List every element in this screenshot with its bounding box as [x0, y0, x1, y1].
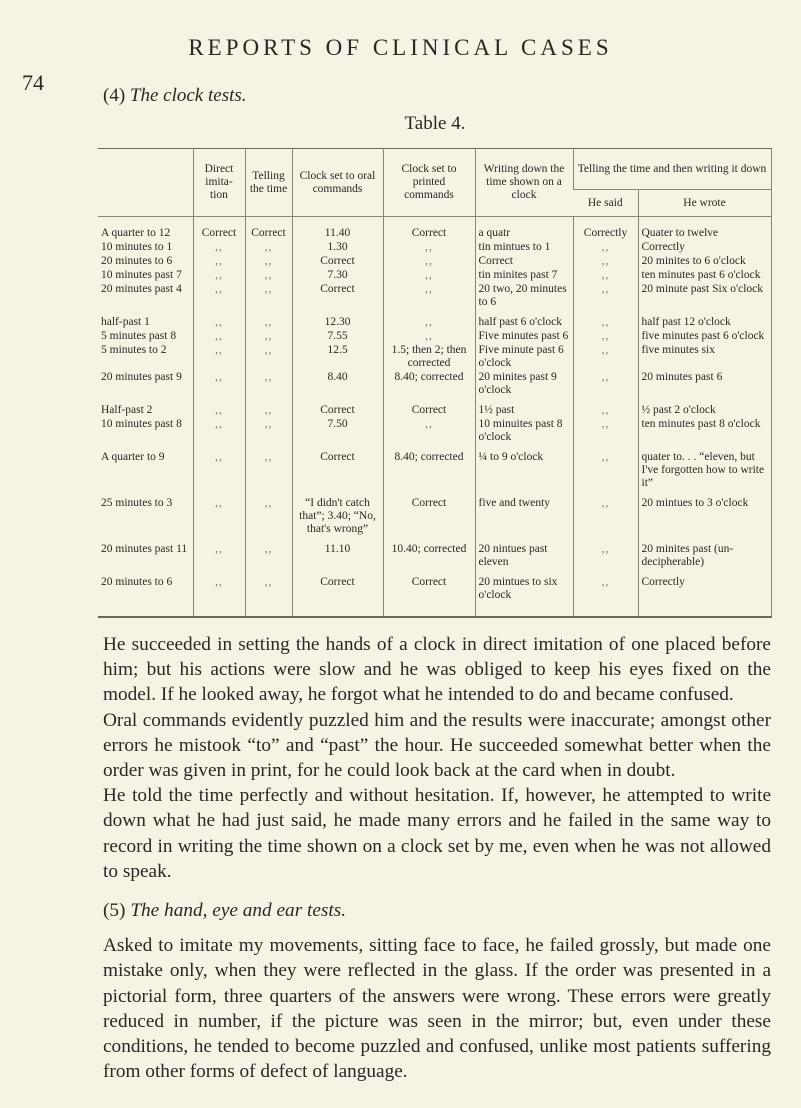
table-cell: Correct — [383, 398, 475, 418]
table-cell: half past 12 o'clock — [638, 310, 771, 330]
table-cell: ,, — [193, 371, 245, 398]
table-cell: 20 two, 20 minutes to 6 — [475, 283, 573, 310]
table-cell: 1½ past — [475, 398, 573, 418]
table-cell: ,, — [193, 283, 245, 310]
table-body — [98, 217, 771, 618]
table-cell: ,, — [573, 269, 638, 283]
table-cell: ,, — [245, 418, 292, 445]
header-telling-time: Telling the time — [245, 149, 292, 217]
table-cell: ,, — [573, 241, 638, 255]
table-cell: ,, — [245, 398, 292, 418]
paragraph: He succeeded in setting the hands of a clock in direct imitation of one placed before him; but his actions were slow and he was obliged to keep his eyes fixed on the model. If he looked away, he forgot what he intended to do and became confused. — [103, 634, 771, 706]
table-cell: Correct — [193, 217, 245, 242]
table-cell: ,, — [193, 344, 245, 371]
header-writing-down: Writing down the time shown on a clock — [475, 149, 573, 217]
table-cell: ,, — [573, 310, 638, 330]
section-heading-5 — [103, 898, 771, 923]
page-number: 74 — [22, 70, 44, 95]
table-cell: 20 mintues to 3 o'clock — [638, 491, 771, 537]
table-row — [98, 418, 771, 445]
table-cell: ,, — [383, 330, 475, 344]
table-cell: ,, — [245, 570, 292, 617]
table-cell: 1.30 — [292, 241, 383, 255]
table-cell: 10.40; corrected — [383, 537, 475, 570]
table-cell: 11.40 — [292, 217, 383, 242]
table-cell: ,, — [573, 537, 638, 570]
table-cell: 20 minites to 6 o'clock — [638, 255, 771, 269]
section-number: (4) — [103, 85, 126, 106]
table-cell: half past 6 o'clock — [475, 310, 573, 330]
table-cell: Correct — [245, 217, 292, 242]
table-cell: ,, — [573, 330, 638, 344]
table-cell: 20 minites past (un-decipherable) — [638, 537, 771, 570]
table-cell: ,, — [193, 255, 245, 269]
table-cell: A quarter to 9 — [101, 451, 165, 463]
table-cell: Correct — [475, 255, 573, 269]
table-cell: ,, — [383, 241, 475, 255]
table-cell: ,, — [245, 344, 292, 371]
table-cell: ,, — [245, 310, 292, 330]
section-heading-4 — [103, 84, 801, 108]
paragraph: He told the time perfectly and without hesitation. If, however, he attempted to write down what he had just said, he made many errors and he failed in the same way to record in writing the time shown on a clock set by me, even when he was not allowed to speak. — [103, 785, 771, 882]
table-cell: Quater to twelve — [638, 217, 771, 242]
table-cell: ,, — [245, 491, 292, 537]
table-cell: ,, — [245, 371, 292, 398]
table-cell: ,, — [573, 491, 638, 537]
table-cell: ,, — [573, 283, 638, 310]
table-cell: ¼ to 9 o'clock — [475, 445, 573, 491]
table-cell: Correctly — [573, 217, 638, 242]
table-row — [98, 371, 771, 398]
table-cell: ,, — [573, 371, 638, 398]
table-row — [98, 283, 771, 310]
table-row — [98, 241, 771, 255]
table-cell: ½ past 2 o'clock — [638, 398, 771, 418]
table-cell: ,, — [573, 445, 638, 491]
table-cell: ,, — [193, 445, 245, 491]
header-telling-then-writing: Telling the time and then writing it down — [573, 149, 771, 190]
table-cell: ,, — [245, 330, 292, 344]
table-cell: five minutes past 6 o'clock — [638, 330, 771, 344]
table-cell: 5 minutes to 2 — [101, 344, 167, 356]
body-text — [103, 632, 771, 1084]
table-cell: 8.40 — [292, 371, 383, 398]
table-cell: ,, — [245, 537, 292, 570]
table-row — [98, 398, 771, 418]
table-row — [98, 310, 771, 330]
table-cell: ,, — [193, 570, 245, 617]
table-cell: Correct — [383, 217, 475, 242]
table-cell: ,, — [193, 310, 245, 330]
table-row — [98, 491, 771, 537]
table-cell: ,, — [573, 255, 638, 269]
table-cell: quater to. . . “eleven, but I've forgotten how to write it” — [638, 445, 771, 491]
header-he-said: He said — [573, 190, 638, 217]
table-cell: ,, — [193, 537, 245, 570]
table-cell: 10 minutes past 7 — [101, 269, 182, 281]
table-cell: 20 minutes past 9 — [101, 371, 182, 383]
table-cell: 10 minutes past 8 — [101, 418, 182, 430]
table-cell: Five minutes past 6 — [475, 330, 573, 344]
section-title: The clock tests. — [129, 85, 247, 106]
table-cell: ,, — [193, 491, 245, 537]
paragraph: Asked to imitate my movements, sitting face to face, he failed grossly, but made one mistake only, when they were reflected in the glass. If the order was presented in a pictorial form, three quarters of the answers were wrong. These errors were greatly reduced in number, if the picture was seen in the mirror; but, even under these conditions, he tended to become puzzled and confused, unlike most patients suffering from other forms of defect of language. — [103, 935, 771, 1083]
header-printed-commands: Clock set to printed commands — [383, 149, 475, 217]
table-cell: 7.55 — [292, 330, 383, 344]
table-cell: Correct — [292, 570, 383, 617]
table-cell: 10 minutes to 1 — [101, 241, 173, 253]
table-cell: 5 minutes past 8 — [101, 330, 177, 342]
table-cell: ,, — [383, 269, 475, 283]
table-cell: 11.10 — [292, 537, 383, 570]
table-row — [98, 330, 771, 344]
table-cell: ,, — [383, 418, 475, 445]
table-cell: 20 minites past 9 o'clock — [475, 371, 573, 398]
table-cell: 8.40; corrected — [383, 371, 475, 398]
table-cell: 8.40; corrected — [383, 445, 475, 491]
table-row — [98, 344, 771, 371]
table-cell: 20 mintues to six o'clock — [475, 570, 573, 617]
table-cell: 20 minutes to 6 — [101, 576, 173, 588]
table-cell: 1.5; then 2; then corrected — [383, 344, 475, 371]
table-cell: ,, — [573, 398, 638, 418]
section-number: (5) — [103, 900, 126, 922]
table-cell: ,, — [245, 241, 292, 255]
table-cell: ,, — [193, 330, 245, 344]
table-cell: Correct — [292, 445, 383, 491]
table-row — [98, 255, 771, 269]
table-cell: 25 minutes to 3 — [101, 497, 173, 509]
table-cell: Half-past 2 — [101, 404, 153, 416]
paragraph: Oral commands evidently puzzled him and the results were inaccurate; amongst other errors he mistook “to” and “past” the hour. He succeeded somewhat better when the order was given in print, for he could look back at the card when in doubt. — [103, 709, 771, 782]
table-cell: tin minites past 7 — [475, 269, 573, 283]
clock-tests-table — [98, 148, 772, 618]
table-cell: ,, — [573, 344, 638, 371]
table-cell: ,, — [245, 445, 292, 491]
table-cell: Correct — [292, 398, 383, 418]
table-cell: ten minutes past 6 o'clock — [638, 269, 771, 283]
table-cell: ,, — [245, 269, 292, 283]
table-cell: Five minute past 6 o'clock — [475, 344, 573, 371]
table-row — [98, 537, 771, 570]
page-header — [0, 34, 801, 95]
table-row — [98, 269, 771, 283]
table-cell: a quatr — [475, 217, 573, 242]
table-cell: ,, — [193, 269, 245, 283]
header-he-wrote: He wrote — [638, 190, 771, 217]
table-cell: tin mintues to 1 — [475, 241, 573, 255]
table-cell: ,, — [383, 255, 475, 269]
table-cell: ,, — [193, 398, 245, 418]
table-cell: ,, — [383, 283, 475, 310]
table-cell: 10 minuites past 8 o'clock — [475, 418, 573, 445]
table-cell: Correct — [292, 283, 383, 310]
table-cell: ,, — [573, 418, 638, 445]
table-cell: 20 minutes past 4 — [101, 283, 182, 295]
table-cell: 20 minutes past 6 — [638, 371, 771, 398]
table-cell: ,, — [193, 241, 245, 255]
table-cell: Correctly — [638, 570, 771, 617]
table-cell: ,, — [193, 418, 245, 445]
table-cell: ,, — [245, 255, 292, 269]
table-cell: 12.30 — [292, 310, 383, 330]
table-row — [98, 217, 771, 242]
table-cell: Correct — [383, 491, 475, 537]
table-cell: Correct — [292, 255, 383, 269]
table-cell: 20 minutes to 6 — [101, 255, 173, 267]
table-caption: Table 4. — [404, 113, 466, 134]
table-cell: Correct — [383, 570, 475, 617]
table-cell: 7.50 — [292, 418, 383, 445]
table-cell: 20 minute past Six o'clock — [638, 283, 771, 310]
header-oral-commands: Clock set to oral commands — [292, 149, 383, 217]
table-cell: ten minutes past 8 o'clock — [638, 418, 771, 445]
header-direct-imitation: Direct imita-tion — [193, 149, 245, 217]
table-cell: half-past 1 — [101, 316, 150, 328]
table-cell: 7.30 — [292, 269, 383, 283]
table-cell: 20 minutes past 11 — [101, 543, 188, 555]
table-row — [98, 445, 771, 491]
table-cell: ,, — [245, 283, 292, 310]
table-cell: ,, — [573, 570, 638, 617]
table-cell: five minutes six — [638, 344, 771, 371]
table-row — [98, 570, 771, 617]
table-cell: five and twenty — [475, 491, 573, 537]
table-cell: 20 nintues past eleven — [475, 537, 573, 570]
table-cell: “I didn't catch that”; 3.40; “No, that's wrong” — [292, 491, 383, 537]
table-cell: 12.5 — [292, 344, 383, 371]
section-title: The hand, eye and ear tests. — [130, 900, 347, 922]
table-cell: Correctly — [638, 241, 771, 255]
table-cell: ,, — [383, 310, 475, 330]
table-cell: A quarter to 12 — [98, 217, 193, 242]
running-head: REPORTS OF CLINICAL CASES — [188, 35, 613, 60]
header-item — [98, 149, 193, 217]
